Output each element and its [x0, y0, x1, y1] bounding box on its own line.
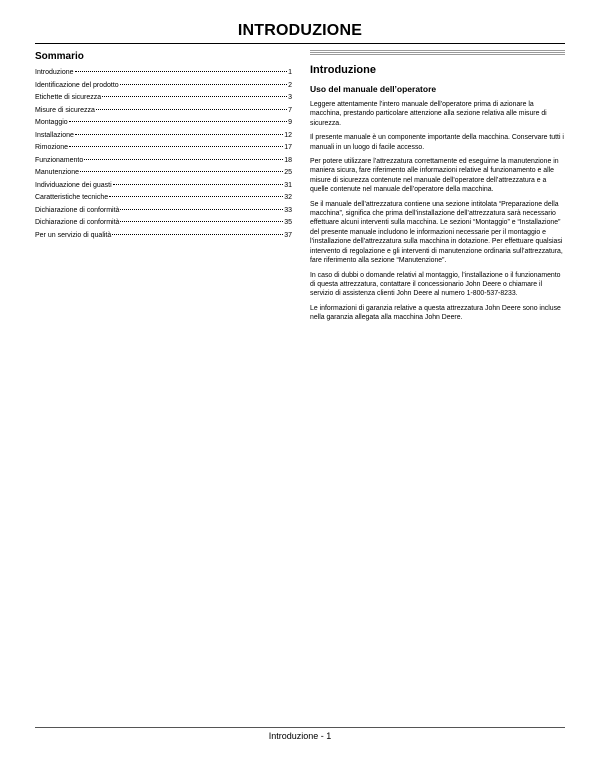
toc-item[interactable] [35, 142, 292, 155]
toc-leader [120, 221, 283, 222]
toc-item-label: Per un servizio di qualità [35, 231, 112, 239]
body-paragraph: Leggere attentamente l’intero manuale dell’operatore prima di azionare la macchina, prestando particolare attenzione alla sezione relativa alle misure di sicurezza. [310, 101, 547, 127]
toc-item[interactable] [35, 130, 292, 143]
toc-item[interactable] [35, 217, 292, 230]
toc-item-label: Etichette di sicurezza [35, 94, 102, 101]
toc-item-label: Individuazione dei guasti [35, 181, 112, 189]
toc-item-label: Dichiarazione di conformità [35, 206, 120, 214]
body-paragraph: In caso di dubbi o domande relativi al montaggio, l’installazione o il funzionamento di questa attrezzatura, contattare il concessionario John Deere o chiamare il servizio di assistenza clienti John Deere al numero 1-800-537-8233. [310, 271, 561, 298]
toc-item-label: Montaggio [35, 119, 68, 126]
toc-item-page: 2 [288, 81, 292, 89]
toc-item[interactable] [35, 180, 292, 193]
toc-item-label: Misure di sicurezza [35, 106, 95, 114]
body-paragraph: Le informazioni di garanzia relative a questa attrezzatura John Deere sono incluse nella garanzia allegata alla macchina John Deere. [310, 304, 561, 322]
footer-divider [35, 727, 565, 728]
toc-item-label: Caratteristiche tecniche [35, 194, 109, 201]
page-title: INTRODUZIONE [237, 22, 363, 39]
toc-leader [75, 71, 288, 72]
page-footer: Introduzione - 1 [268, 731, 332, 741]
toc-item[interactable] [35, 205, 292, 218]
toc-leader [69, 146, 283, 147]
body-paragraph: Per potere utilizzare l’attrezzatura correttamente ed eseguirne la manutenzione in maniera sicura, fare riferimento alle informazioni relative al funzionamento e alle misure di sicurezza contenute nel manuale dell’operatore dell’attrezzatura e a quelle contenute nel manuale dell’operatore della macchina. [310, 158, 559, 194]
toc-heading: Sommario [35, 51, 84, 62]
body-paragraph: Il presente manuale è un componente importante della macchina. Conservare tutti i manuali in un luogo di facile accesso. [310, 134, 564, 151]
section-rule-band [310, 50, 565, 56]
toc-item-page: 17 [284, 144, 292, 151]
body-paragraph: Se il manuale dell’attrezzatura contiene una sezione intitolata “Preparazione della macchina”, significa che prima dell’installazione dell’attrezzatura sarà necessario effettuare alcuni interventi sulla macchina. Le sezioni “Montaggio” e “Installazione” del presente manuale includono le informazioni necessarie per il montaggio e l’installazione dell’attrezzatura sulla macchina in dotazione. Per effettuare qualsiasi intervento di regolazione e gli interventi di manutenzione ordinaria sull’attrezzatura, fare riferimento alla sezione “Manutenzione”. [310, 200, 563, 265]
toc-item[interactable] [35, 167, 292, 180]
toc-item-label: Identificazione del prodotto [35, 81, 119, 89]
subsection-title: Uso del manuale dell’operatore [310, 84, 437, 94]
toc-item-label: Manutenzione [35, 169, 79, 176]
toc-item-page: 12 [284, 131, 292, 139]
toc-leader [84, 159, 283, 160]
toc-item-page: 7 [288, 106, 292, 114]
toc-item-page: 3 [288, 94, 292, 101]
toc-item-page: 37 [284, 231, 292, 239]
toc-item[interactable] [35, 80, 292, 93]
toc-item-label: Installazione [35, 131, 74, 139]
toc-leader [96, 109, 287, 110]
toc-item-page: 18 [284, 156, 292, 164]
toc-item-label: Dichiarazione di conformità [35, 219, 120, 226]
toc-item[interactable] [35, 230, 292, 243]
toc-leader [120, 209, 283, 210]
toc-item[interactable] [35, 67, 292, 80]
toc-item[interactable] [35, 92, 292, 105]
toc-leader [120, 84, 287, 85]
toc-item-page: 1 [288, 69, 292, 76]
toc-list [35, 67, 292, 242]
toc-item-page: 32 [284, 194, 292, 201]
toc-leader [113, 184, 284, 185]
toc-item-page: 9 [288, 119, 292, 126]
toc-item-label: Funzionamento [35, 156, 84, 164]
toc-leader [80, 171, 283, 172]
toc-item-page: 33 [284, 206, 292, 214]
toc-item-page: 25 [284, 169, 292, 176]
table-of-contents [35, 50, 292, 242]
toc-item-page: 35 [284, 219, 292, 226]
toc-item-page: 31 [284, 181, 292, 189]
toc-leader [69, 121, 287, 122]
toc-item[interactable] [35, 117, 292, 130]
main-content [310, 50, 565, 328]
toc-leader [109, 196, 283, 197]
toc-item-label: Introduzione [35, 69, 74, 76]
toc-leader [102, 96, 287, 97]
toc-item[interactable] [35, 192, 292, 205]
toc-item[interactable] [35, 155, 292, 168]
toc-leader [75, 134, 283, 135]
section-title: Introduzione [310, 64, 376, 76]
toc-item-label: Rimozione [35, 144, 69, 151]
toc-item[interactable] [35, 105, 292, 118]
toc-leader [112, 234, 283, 235]
title-divider [35, 43, 565, 44]
